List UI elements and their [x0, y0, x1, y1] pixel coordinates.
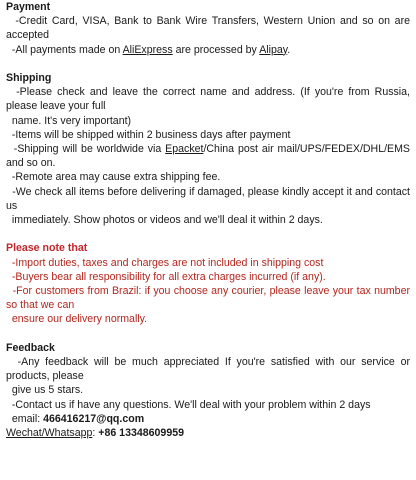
- shipping-heading: Shipping: [6, 72, 52, 84]
- payment-heading: Payment: [6, 1, 51, 13]
- feedback-contact-text: -Contact us if have any questions. We'll deal with your problem within 2 days: [6, 398, 371, 411]
- contact-email: email: 466416217@qq.com: [6, 412, 145, 425]
- shipping-address-text: -Please check and leave the correct name and address. (If you're from Russia, please leave your full: [6, 86, 413, 113]
- alipay-link[interactable]: Alipay: [259, 43, 288, 56]
- wechat-whatsapp-label: Wechat/Whatsapp: [6, 427, 93, 440]
- contact-wechat: Wechat/Whatsapp: +86 13348609959: [6, 427, 184, 440]
- shipping-dispatch-text: -Items will be shipped within 2 business days after payment: [6, 128, 291, 141]
- shipping-damage-text-cont: immediately. Show photos or videos and we'll deal it within 2 days.: [6, 214, 323, 227]
- shipping-carriers-text: -Shipping will be worldwide via Epacket/China post air mail/UPS/FEDEX/DHL/EMS and so on.: [6, 143, 413, 170]
- note-brazil-text-cont: ensure our delivery normally.: [6, 313, 148, 326]
- shipping-section: [4, 71, 413, 227]
- note-charges-text: -Buyers bear all responsibility for all extra charges incurred (if any).: [6, 270, 326, 283]
- shipping-address-text-cont: name. It's very important): [6, 114, 132, 127]
- shipping-remote-fee-text: -Remote area may cause extra shipping fee.: [6, 171, 221, 184]
- note-brazil-text: -For customers from Brazil: if you choose any courier, please leave your tax number so that we can: [6, 285, 413, 312]
- note-section: [4, 241, 413, 326]
- shipping-damage-text: -We check all items before delivering if damaged, please kindly accept it and contact us: [6, 185, 413, 212]
- email-value[interactable]: 466416217@qq.com: [43, 412, 145, 425]
- payment-methods-text: -Credit Card, VISA, Bank to Bank Wire Transfers, Western Union and so on are accepted: [6, 15, 413, 42]
- feedback-section: [4, 341, 413, 440]
- payment-processor-text: -All payments made on AliExpress are processed by Alipay.: [6, 43, 291, 56]
- note-duties-text: -Import duties, taxes and charges are not included in shipping cost: [6, 256, 324, 269]
- phone-value[interactable]: +86 13348609959: [98, 427, 184, 440]
- payment-section: [4, 0, 413, 57]
- note-heading: Please note that: [6, 242, 88, 255]
- feedback-heading: Feedback: [6, 341, 55, 354]
- feedback-request-text: -Any feedback will be much appreciated If you're satisfied with our service or products, please: [6, 356, 413, 383]
- aliexpress-link[interactable]: AliExpress: [122, 43, 173, 56]
- epacket-link[interactable]: Epacket: [165, 143, 204, 156]
- feedback-request-text-cont: give us 5 stars.: [6, 384, 84, 397]
